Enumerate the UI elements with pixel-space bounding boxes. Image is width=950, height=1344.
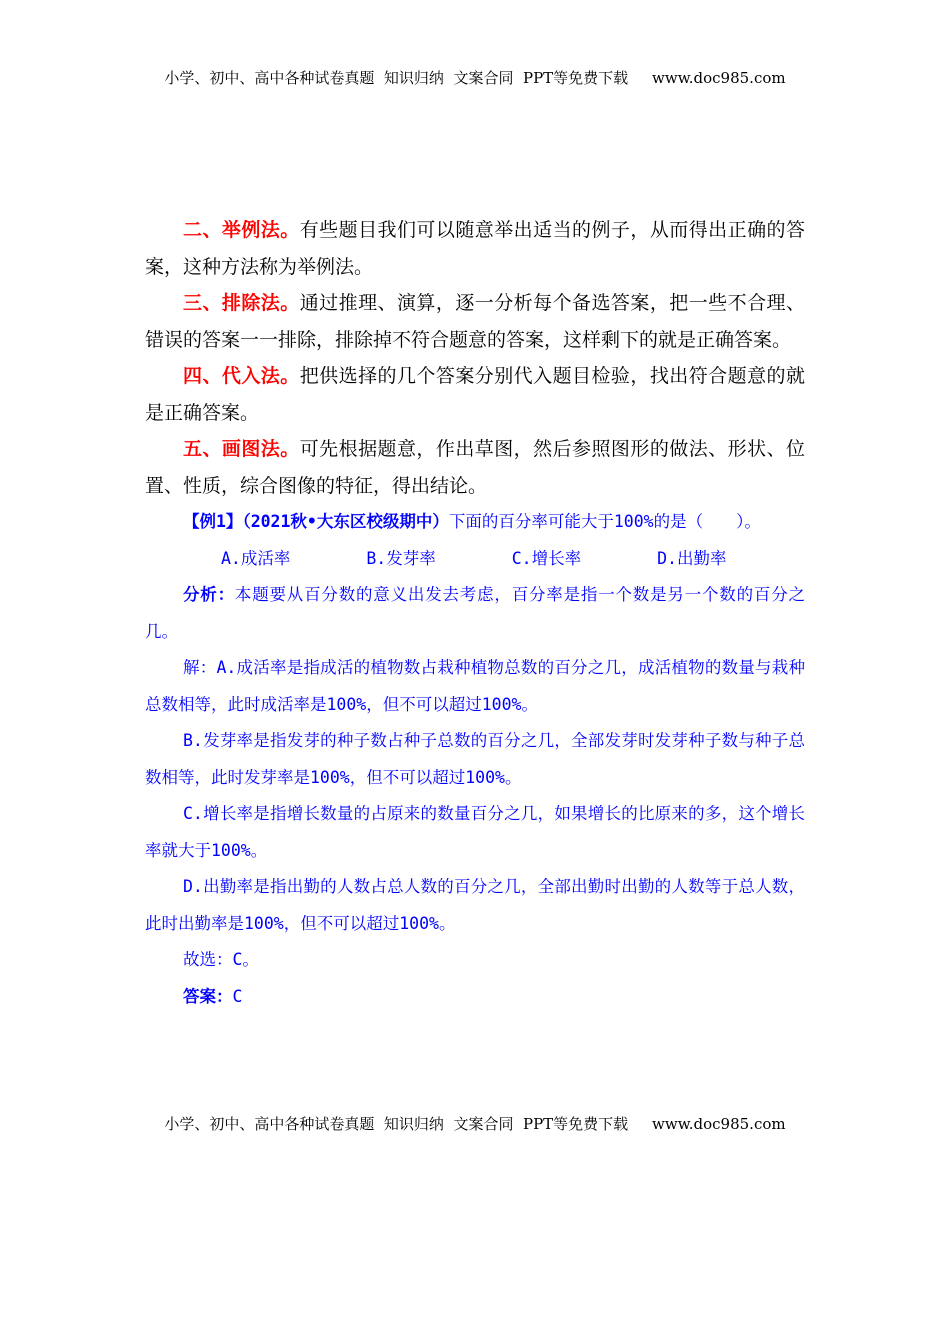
option-c: C.增长率 [511,548,582,568]
analysis-text: 本题要从百分数的意义出发去考虑，百分率是指一个数是另一个数的百分之几。 [145,585,806,641]
answer-line [145,979,805,1016]
method-title: 三、排除法。 [183,292,300,314]
page-header: 小学、初中、高中各种试卷真题 知识归纳 文案合同 PPT等免费下载 www.doc985.com [164,69,786,87]
method-paragraph [145,285,805,358]
method-paragraph [145,431,805,504]
method-body: 可先根据题意，作出草图，然后参照图形的做法、形状、位置、性质，综合图像的特征，得出结论。 [145,438,805,497]
method-body: 通过推理、演算，逐一分析每个备选答案，把一些不合理、错误的答案一一排除，排除掉不符合题意的答案，这样剩下的就是正确答案。 [145,292,805,351]
solution-line: C.增长率是指增长数量的占原来的数量百分之几，如果增长的比原来的多，这个增长率就大于100%。 [145,804,805,860]
analysis-label: 分析： [183,585,235,604]
option-list [145,541,805,578]
solution-line: B.发芽率是指发芽的种子数占种子总数的百分之几，全部发芽时发芽种子数与种子总数相等，此时发芽率是100%，但不可以超过100%。 [145,731,805,787]
answer-label: 答案： [183,986,233,1006]
method-paragraph [145,212,805,285]
solution-line: 解：A.成活率是指成活的植物数占栽种植物总数的百分之几，成活植物的数量与栽种总数相等，此时成活率是100%，但不可以超过100%。 [145,658,805,714]
solution-line: D.出勤率是指出勤的人数占总人数的百分之几，全部出勤时出勤的人数等于总人数，此时出勤率是100%，但不可以超过100%。 [145,877,805,933]
solution-line: 故选：C。 [183,950,259,969]
method-title: 二、举例法。 [183,219,300,241]
example-source: （2021秋•大东区校级期中） [242,512,449,531]
method-paragraph [145,358,805,431]
method-title: 四、代入法。 [183,365,300,387]
method-title: 五、画图法。 [183,438,300,460]
method-body: 有些题目我们可以随意举出适当的例子，从而得出正确的答案，这种方法称为举例法。 [145,219,805,278]
analysis-paragraph [145,577,805,650]
example-question-text: 下面的百分率可能大于100%的是（ ）。 [448,512,761,531]
page-footer: 小学、初中、高中各种试卷真题 知识归纳 文案合同 PPT等免费下载 www.doc985.com [164,1115,786,1133]
option-a: A.成活率 [221,548,291,568]
option-b: B.发芽率 [366,548,436,568]
example-question [145,504,805,541]
answer-value: C [232,986,243,1006]
option-d: D.出勤率 [657,548,727,568]
document-body [145,212,805,1015]
method-body: 把供选择的几个答案分别代入题目检验，找出符合题意的就是正确答案。 [145,365,805,424]
example-label: 【例1】 [183,512,243,531]
example-block [145,504,805,1015]
